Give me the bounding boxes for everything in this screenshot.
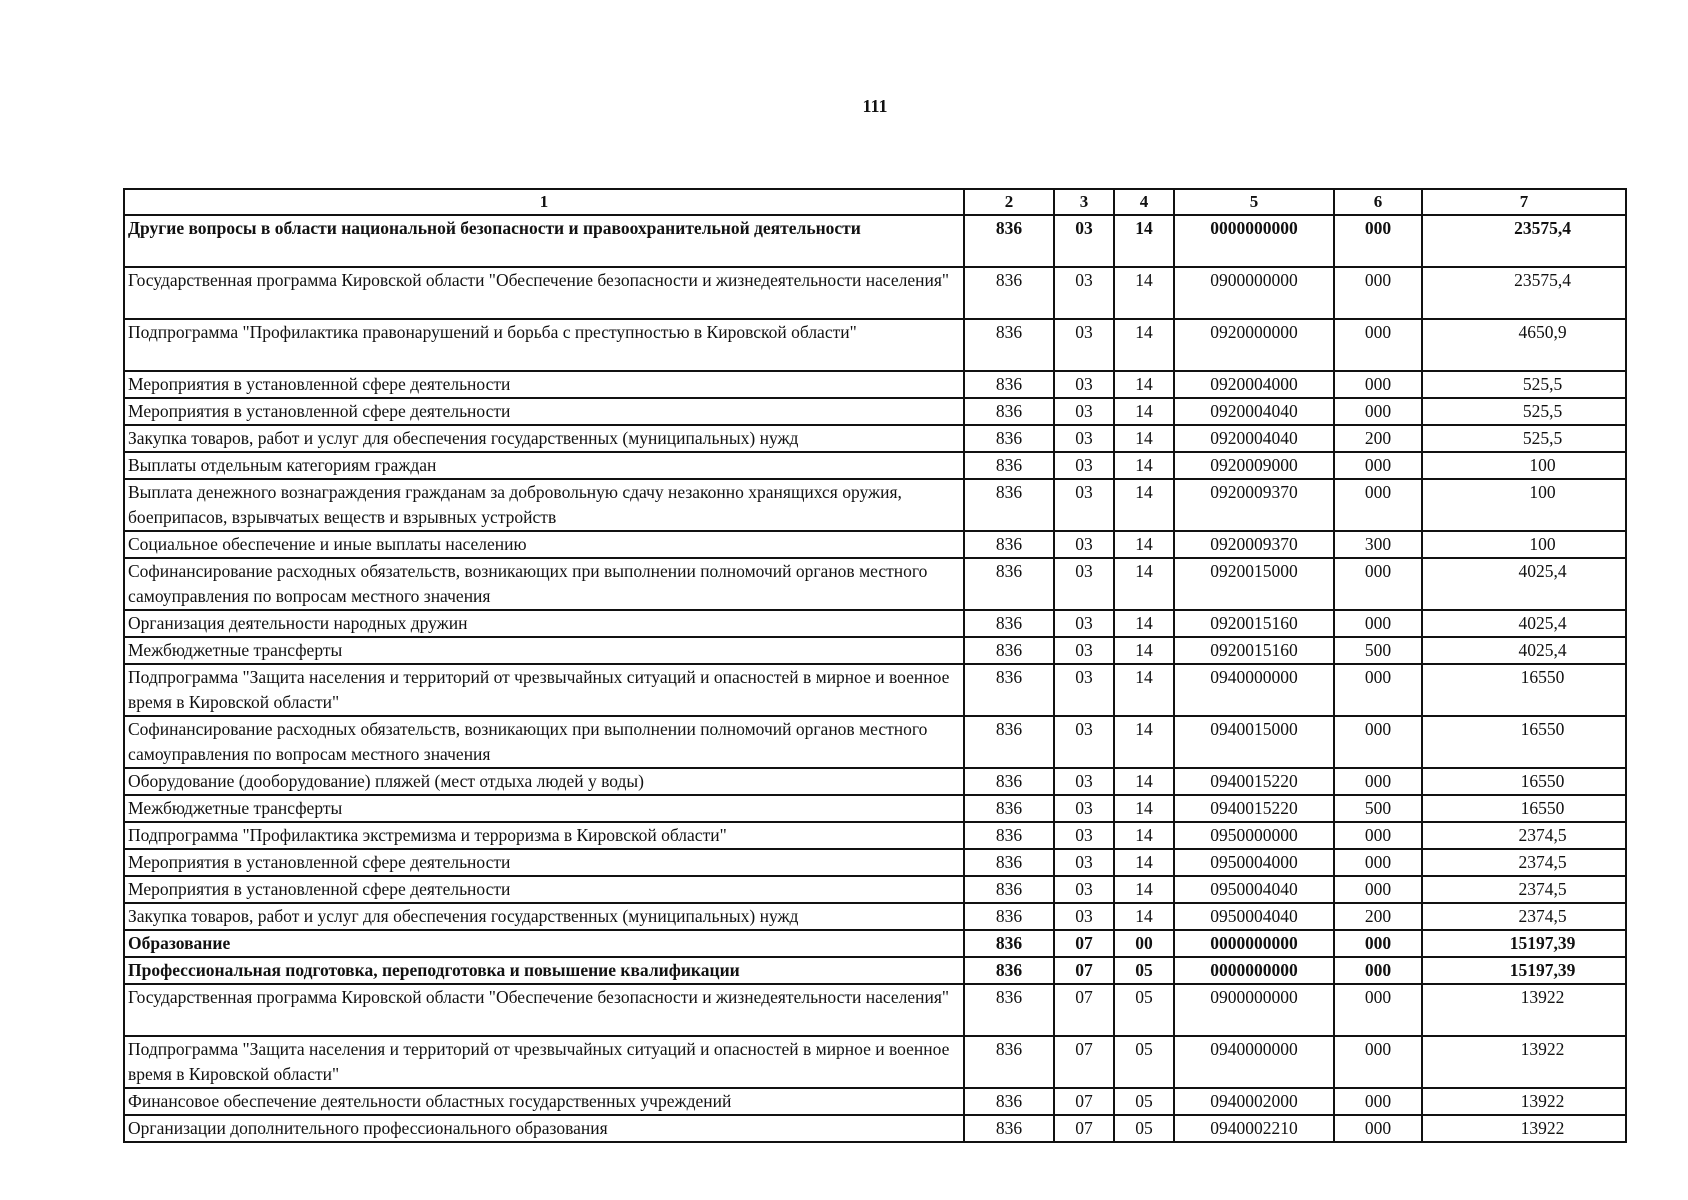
row-target-article-code: 0920004040 bbox=[1174, 425, 1334, 452]
table-row bbox=[124, 267, 1626, 319]
row-target-article-code: 0940002000 bbox=[1174, 1088, 1334, 1115]
row-expense-type-code: 000 bbox=[1334, 664, 1422, 716]
row-subsection-code: 14 bbox=[1114, 319, 1174, 371]
row-subsection-code: 14 bbox=[1114, 215, 1174, 267]
row-amount: 525,5 bbox=[1422, 425, 1626, 452]
row-name: Выплаты отдельным категориям граждан bbox=[124, 452, 964, 479]
row-target-article-code: 0920015160 bbox=[1174, 637, 1334, 664]
row-amount: 100 bbox=[1422, 452, 1626, 479]
row-section-code: 03 bbox=[1054, 398, 1114, 425]
header-col-5: 5 bbox=[1174, 189, 1334, 215]
row-expense-type-code: 500 bbox=[1334, 637, 1422, 664]
row-target-article-code: 0940002210 bbox=[1174, 1115, 1334, 1142]
row-expense-type-code: 000 bbox=[1334, 1088, 1422, 1115]
table-row bbox=[124, 1036, 1626, 1088]
table-row bbox=[124, 957, 1626, 984]
row-grbs-code: 836 bbox=[964, 795, 1054, 822]
row-target-article-code: 0940000000 bbox=[1174, 1036, 1334, 1088]
table-body bbox=[124, 215, 1626, 1142]
row-amount: 16550 bbox=[1422, 768, 1626, 795]
row-name: Подпрограмма "Профилактика правонарушений и борьба с преступностью в Кировской области" bbox=[124, 319, 964, 371]
row-subsection-code: 14 bbox=[1114, 531, 1174, 558]
row-section-code: 03 bbox=[1054, 849, 1114, 876]
row-name: Другие вопросы в области национальной безопасности и правоохранительной деятельности bbox=[124, 215, 964, 267]
row-subsection-code: 05 bbox=[1114, 1115, 1174, 1142]
row-subsection-code: 14 bbox=[1114, 267, 1174, 319]
row-subsection-code: 14 bbox=[1114, 716, 1174, 768]
row-expense-type-code: 000 bbox=[1334, 215, 1422, 267]
row-target-article-code: 0950004040 bbox=[1174, 903, 1334, 930]
row-subsection-code: 14 bbox=[1114, 849, 1174, 876]
row-grbs-code: 836 bbox=[964, 768, 1054, 795]
row-grbs-code: 836 bbox=[964, 849, 1054, 876]
row-name: Образование bbox=[124, 930, 964, 957]
row-target-article-code: 0920009370 bbox=[1174, 531, 1334, 558]
row-target-article-code: 0920000000 bbox=[1174, 319, 1334, 371]
row-amount: 15197,39 bbox=[1422, 930, 1626, 957]
row-target-article-code: 0000000000 bbox=[1174, 215, 1334, 267]
row-subsection-code: 14 bbox=[1114, 637, 1174, 664]
row-expense-type-code: 300 bbox=[1334, 531, 1422, 558]
table-row bbox=[124, 610, 1626, 637]
row-expense-type-code: 000 bbox=[1334, 768, 1422, 795]
row-expense-type-code: 000 bbox=[1334, 716, 1422, 768]
row-amount: 13922 bbox=[1422, 1115, 1626, 1142]
row-expense-type-code: 000 bbox=[1334, 957, 1422, 984]
row-name: Государственная программа Кировской области "Обеспечение безопасности и жизнедеятельности населения" bbox=[124, 267, 964, 319]
row-name: Организация деятельности народных дружин bbox=[124, 610, 964, 637]
row-target-article-code: 0920009370 bbox=[1174, 479, 1334, 531]
row-grbs-code: 836 bbox=[964, 452, 1054, 479]
table-row bbox=[124, 319, 1626, 371]
row-name: Межбюджетные трансферты bbox=[124, 637, 964, 664]
table-row bbox=[124, 768, 1626, 795]
row-target-article-code: 0950004000 bbox=[1174, 849, 1334, 876]
table-row bbox=[124, 371, 1626, 398]
row-subsection-code: 05 bbox=[1114, 1036, 1174, 1088]
row-expense-type-code: 000 bbox=[1334, 558, 1422, 610]
row-section-code: 03 bbox=[1054, 479, 1114, 531]
row-section-code: 03 bbox=[1054, 903, 1114, 930]
row-amount: 4025,4 bbox=[1422, 637, 1626, 664]
row-target-article-code: 0950004040 bbox=[1174, 876, 1334, 903]
table-row bbox=[124, 1115, 1626, 1142]
row-target-article-code: 0940015000 bbox=[1174, 716, 1334, 768]
row-amount: 16550 bbox=[1422, 716, 1626, 768]
row-target-article-code: 0940015220 bbox=[1174, 768, 1334, 795]
table-row bbox=[124, 664, 1626, 716]
row-target-article-code: 0900000000 bbox=[1174, 267, 1334, 319]
row-target-article-code: 0920004040 bbox=[1174, 398, 1334, 425]
row-grbs-code: 836 bbox=[964, 957, 1054, 984]
row-target-article-code: 0000000000 bbox=[1174, 957, 1334, 984]
row-expense-type-code: 000 bbox=[1334, 610, 1422, 637]
row-expense-type-code: 000 bbox=[1334, 849, 1422, 876]
page-number: 111 bbox=[862, 96, 888, 116]
row-grbs-code: 836 bbox=[964, 1036, 1054, 1088]
row-expense-type-code: 000 bbox=[1334, 267, 1422, 319]
row-target-article-code: 0920015000 bbox=[1174, 558, 1334, 610]
table-row bbox=[124, 795, 1626, 822]
row-expense-type-code: 000 bbox=[1334, 984, 1422, 1036]
row-name: Софинансирование расходных обязательств, возникающих при выполнении полномочий органов местного самоуправления по вопросам местного значения bbox=[124, 716, 964, 768]
row-grbs-code: 836 bbox=[964, 531, 1054, 558]
row-name: Мероприятия в установленной сфере деятельности bbox=[124, 876, 964, 903]
row-grbs-code: 836 bbox=[964, 371, 1054, 398]
row-section-code: 07 bbox=[1054, 984, 1114, 1036]
row-grbs-code: 836 bbox=[964, 398, 1054, 425]
row-subsection-code: 14 bbox=[1114, 371, 1174, 398]
table-row bbox=[124, 903, 1626, 930]
row-name: Подпрограмма "Защита населения и территорий от чрезвычайных ситуаций и опасностей в мирное и военное время в Кировской области" bbox=[124, 664, 964, 716]
table-row bbox=[124, 425, 1626, 452]
row-section-code: 03 bbox=[1054, 610, 1114, 637]
row-name: Финансовое обеспечение деятельности областных государственных учреждений bbox=[124, 1088, 964, 1115]
row-grbs-code: 836 bbox=[964, 479, 1054, 531]
row-expense-type-code: 200 bbox=[1334, 425, 1422, 452]
row-subsection-code: 14 bbox=[1114, 664, 1174, 716]
row-name: Закупка товаров, работ и услуг для обеспечения государственных (муниципальных) нужд bbox=[124, 903, 964, 930]
row-expense-type-code: 000 bbox=[1334, 822, 1422, 849]
row-name: Мероприятия в установленной сфере деятельности bbox=[124, 371, 964, 398]
row-grbs-code: 836 bbox=[964, 558, 1054, 610]
row-name: Межбюджетные трансферты bbox=[124, 795, 964, 822]
row-section-code: 03 bbox=[1054, 425, 1114, 452]
row-amount: 525,5 bbox=[1422, 371, 1626, 398]
row-name: Оборудование (дооборудование) пляжей (мест отдыха людей у воды) bbox=[124, 768, 964, 795]
row-target-article-code: 0000000000 bbox=[1174, 930, 1334, 957]
row-target-article-code: 0920015160 bbox=[1174, 610, 1334, 637]
header-row bbox=[124, 189, 1626, 215]
row-grbs-code: 836 bbox=[964, 822, 1054, 849]
table-row bbox=[124, 876, 1626, 903]
row-grbs-code: 836 bbox=[964, 1115, 1054, 1142]
table-row bbox=[124, 215, 1626, 267]
row-amount: 100 bbox=[1422, 479, 1626, 531]
row-amount: 16550 bbox=[1422, 795, 1626, 822]
row-grbs-code: 836 bbox=[964, 637, 1054, 664]
row-target-article-code: 0920004000 bbox=[1174, 371, 1334, 398]
row-name: Мероприятия в установленной сфере деятельности bbox=[124, 398, 964, 425]
row-subsection-code: 05 bbox=[1114, 984, 1174, 1036]
row-grbs-code: 836 bbox=[964, 267, 1054, 319]
row-amount: 4025,4 bbox=[1422, 558, 1626, 610]
row-section-code: 03 bbox=[1054, 716, 1114, 768]
row-section-code: 03 bbox=[1054, 558, 1114, 610]
table-row bbox=[124, 849, 1626, 876]
header-col-1: 1 bbox=[124, 189, 964, 215]
row-name: Профессиональная подготовка, переподготовка и повышение квалификации bbox=[124, 957, 964, 984]
row-target-article-code: 0940015220 bbox=[1174, 795, 1334, 822]
row-section-code: 03 bbox=[1054, 531, 1114, 558]
row-section-code: 03 bbox=[1054, 452, 1114, 479]
row-section-code: 03 bbox=[1054, 371, 1114, 398]
row-amount: 13922 bbox=[1422, 1036, 1626, 1088]
row-section-code: 03 bbox=[1054, 664, 1114, 716]
row-subsection-code: 14 bbox=[1114, 479, 1174, 531]
header-col-3: 3 bbox=[1054, 189, 1114, 215]
row-target-article-code: 0950000000 bbox=[1174, 822, 1334, 849]
table-row bbox=[124, 637, 1626, 664]
row-section-code: 03 bbox=[1054, 768, 1114, 795]
row-amount: 23575,4 bbox=[1422, 267, 1626, 319]
header-col-6: 6 bbox=[1334, 189, 1422, 215]
row-subsection-code: 05 bbox=[1114, 957, 1174, 984]
row-amount: 4650,9 bbox=[1422, 319, 1626, 371]
row-name: Подпрограмма "Профилактика экстремизма и терроризма в Кировской области" bbox=[124, 822, 964, 849]
row-section-code: 07 bbox=[1054, 1036, 1114, 1088]
row-amount: 2374,5 bbox=[1422, 849, 1626, 876]
table-row bbox=[124, 716, 1626, 768]
row-subsection-code: 14 bbox=[1114, 610, 1174, 637]
row-expense-type-code: 000 bbox=[1334, 398, 1422, 425]
table-row bbox=[124, 930, 1626, 957]
row-amount: 2374,5 bbox=[1422, 876, 1626, 903]
table-row bbox=[124, 452, 1626, 479]
row-name: Выплата денежного вознаграждения гражданам за добровольную сдачу незаконно хранящихся оружия, боеприпасов, взрывчатых веществ и взрывных устройств bbox=[124, 479, 964, 531]
row-name: Мероприятия в установленной сфере деятельности bbox=[124, 849, 964, 876]
row-name: Закупка товаров, работ и услуг для обеспечения государственных (муниципальных) нужд bbox=[124, 425, 964, 452]
budget-table bbox=[123, 188, 1627, 1143]
row-section-code: 07 bbox=[1054, 1088, 1114, 1115]
row-section-code: 07 bbox=[1054, 930, 1114, 957]
row-amount: 16550 bbox=[1422, 664, 1626, 716]
row-name: Организации дополнительного профессионального образования bbox=[124, 1115, 964, 1142]
row-grbs-code: 836 bbox=[964, 215, 1054, 267]
row-subsection-code: 14 bbox=[1114, 452, 1174, 479]
row-target-article-code: 0900000000 bbox=[1174, 984, 1334, 1036]
table-row bbox=[124, 398, 1626, 425]
table-row bbox=[124, 1088, 1626, 1115]
table-row bbox=[124, 531, 1626, 558]
row-subsection-code: 14 bbox=[1114, 876, 1174, 903]
row-grbs-code: 836 bbox=[964, 319, 1054, 371]
row-grbs-code: 836 bbox=[964, 876, 1054, 903]
row-target-article-code: 0920009000 bbox=[1174, 452, 1334, 479]
row-subsection-code: 05 bbox=[1114, 1088, 1174, 1115]
row-subsection-code: 14 bbox=[1114, 903, 1174, 930]
row-grbs-code: 836 bbox=[964, 984, 1054, 1036]
row-amount: 13922 bbox=[1422, 984, 1626, 1036]
row-subsection-code: 00 bbox=[1114, 930, 1174, 957]
header-col-7: 7 bbox=[1422, 189, 1626, 215]
row-expense-type-code: 000 bbox=[1334, 1036, 1422, 1088]
table-row bbox=[124, 984, 1626, 1036]
row-amount: 13922 bbox=[1422, 1088, 1626, 1115]
row-expense-type-code: 000 bbox=[1334, 371, 1422, 398]
row-grbs-code: 836 bbox=[964, 664, 1054, 716]
header-col-2: 2 bbox=[964, 189, 1054, 215]
row-amount: 4025,4 bbox=[1422, 610, 1626, 637]
row-subsection-code: 14 bbox=[1114, 398, 1174, 425]
table-row bbox=[124, 822, 1626, 849]
row-target-article-code: 0940000000 bbox=[1174, 664, 1334, 716]
row-grbs-code: 836 bbox=[964, 716, 1054, 768]
row-section-code: 03 bbox=[1054, 822, 1114, 849]
row-section-code: 03 bbox=[1054, 267, 1114, 319]
row-amount: 2374,5 bbox=[1422, 822, 1626, 849]
row-section-code: 03 bbox=[1054, 319, 1114, 371]
row-name: Подпрограмма "Защита населения и территорий от чрезвычайных ситуаций и опасностей в мирное и военное время в Кировской области" bbox=[124, 1036, 964, 1088]
row-subsection-code: 14 bbox=[1114, 425, 1174, 452]
row-name: Софинансирование расходных обязательств, возникающих при выполнении полномочий органов местного самоуправления по вопросам местного значения bbox=[124, 558, 964, 610]
table-row bbox=[124, 479, 1626, 531]
row-expense-type-code: 000 bbox=[1334, 452, 1422, 479]
row-grbs-code: 836 bbox=[964, 425, 1054, 452]
row-subsection-code: 14 bbox=[1114, 822, 1174, 849]
row-expense-type-code: 000 bbox=[1334, 319, 1422, 371]
row-grbs-code: 836 bbox=[964, 903, 1054, 930]
table-row bbox=[124, 558, 1626, 610]
row-grbs-code: 836 bbox=[964, 930, 1054, 957]
row-section-code: 03 bbox=[1054, 637, 1114, 664]
header-col-4: 4 bbox=[1114, 189, 1174, 215]
row-name: Социальное обеспечение и иные выплаты населению bbox=[124, 531, 964, 558]
row-name: Государственная программа Кировской области "Обеспечение безопасности и жизнедеятельности населения" bbox=[124, 984, 964, 1036]
row-amount: 525,5 bbox=[1422, 398, 1626, 425]
row-amount: 15197,39 bbox=[1422, 957, 1626, 984]
row-section-code: 07 bbox=[1054, 1115, 1114, 1142]
row-expense-type-code: 000 bbox=[1334, 479, 1422, 531]
row-section-code: 03 bbox=[1054, 795, 1114, 822]
row-expense-type-code: 000 bbox=[1334, 876, 1422, 903]
row-section-code: 03 bbox=[1054, 876, 1114, 903]
row-subsection-code: 14 bbox=[1114, 558, 1174, 610]
row-subsection-code: 14 bbox=[1114, 795, 1174, 822]
row-expense-type-code: 500 bbox=[1334, 795, 1422, 822]
row-amount: 23575,4 bbox=[1422, 215, 1626, 267]
row-amount: 100 bbox=[1422, 531, 1626, 558]
row-amount: 2374,5 bbox=[1422, 903, 1626, 930]
row-grbs-code: 836 bbox=[964, 1088, 1054, 1115]
row-section-code: 07 bbox=[1054, 957, 1114, 984]
row-section-code: 03 bbox=[1054, 215, 1114, 267]
row-expense-type-code: 000 bbox=[1334, 930, 1422, 957]
row-subsection-code: 14 bbox=[1114, 768, 1174, 795]
row-grbs-code: 836 bbox=[964, 610, 1054, 637]
row-expense-type-code: 200 bbox=[1334, 903, 1422, 930]
row-expense-type-code: 000 bbox=[1334, 1115, 1422, 1142]
